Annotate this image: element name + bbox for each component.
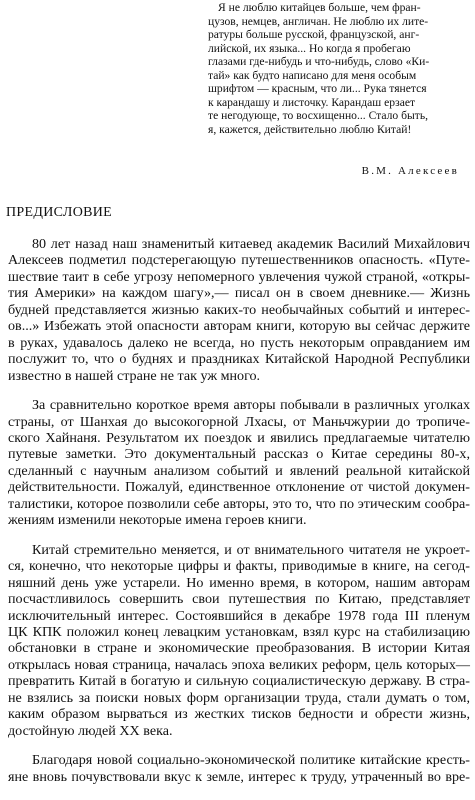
text-line: няшний день уже устарели. Но именно время, в котором, нашим авторам	[8, 574, 470, 591]
text-line: обстановки в стране и экономические преобразования. В истории Китая	[8, 640, 470, 657]
text-line: шествие таит в себе угрозу непомерного увлечения чужой страной, «откры-	[8, 268, 470, 285]
epigraph-line: я, кажется, действительно люблю Китай!	[208, 122, 412, 136]
paragraph	[8, 542, 470, 739]
text-line: 80 лет назад наш знаменитый китаевед академик Василий Михайлович	[32, 236, 470, 252]
text-line: не взялись за поиски новых форм организации труда, стали думать о том,	[8, 689, 470, 706]
text-line: Китай стремительно меняется, и от внимательного читателя не укроет-	[32, 541, 470, 558]
text-line: ов...» Избежать этой опасности авторам книги, которую вы сейчас держите	[8, 318, 470, 335]
text-line: известно в нашей стране не так уж много.	[8, 367, 261, 384]
epigraph-line: Я не люблю китайцев больше, чем фран-	[218, 1, 421, 14]
text-line: яне вновь почувствовали вкус к земле, интерес к труду, утраченный во вре-	[8, 768, 470, 785]
text-line: посчастливилось совершить свои путешествия по Китаю, представляет	[8, 591, 470, 608]
text-line: исключительный интерес. Состоявшийся в декабре 1978 года III пленум	[8, 607, 470, 624]
paragraph	[8, 236, 470, 384]
text-line: ЦК КПК положил конец левацким установкам, взял курс на стабилизацию	[8, 623, 470, 640]
text-line: превратить Китай в богатую и сильную социалистическую державу. В стра-	[8, 673, 470, 690]
epigraph-author: В.М. Алексеев	[361, 165, 459, 177]
epigraph-line: глазами где-нибудь и что-нибудь, слово «Ки-	[208, 55, 430, 68]
epigraph-line: тай» как будто написано для меня особым	[208, 68, 417, 82]
text-line: жениям изменили некоторые имена героев книги.	[8, 512, 307, 529]
text-line: Благодаря новой социально-экономической политике китайские кресть-	[32, 752, 470, 769]
epigraph-line: цузов, немцев, англичан. Не люблю их лите-	[208, 14, 429, 28]
text-line: путевые заметки. Это документальный рассказ о Китае середины 80-х,	[8, 446, 470, 463]
text-line: каким образом вырваться из жестких тисков бедности и обрести жизнь,	[8, 706, 470, 723]
epigraph-line: те негодующе, то восхищенно... Стало быть,	[208, 109, 429, 122]
text-line: За сравнительно короткое время авторы побывали в различных уголках	[32, 397, 470, 414]
text-line: сделанный с научным анализом событий и явлений реальной китайской	[8, 462, 470, 479]
text-line: Алексеев подметил подстерегающую путешественников опасность. «Путе-	[8, 252, 470, 269]
text-line: страны, от Шанхая до высокогорной Лхасы, от Маньчжурии до тропиче-	[8, 413, 470, 430]
text-line: действительности. Пожалуй, единственное отклонение от чистой докумен-	[8, 479, 470, 496]
text-line: тия Америки» на каждом шагу»,— писал он в своем дневнике.— Жизнь	[8, 285, 470, 302]
paragraph	[8, 397, 470, 529]
text-line: достойную людей XX века.	[8, 722, 173, 739]
text-line: будней представляется жизнью каких-то необычайных событий и интерес-	[8, 301, 470, 318]
epigraph	[208, 1, 470, 136]
epigraph-line: шрифтом — красным, что ли... Рука тянется	[208, 82, 427, 95]
epigraph-line: ратуры больше русской, французской, анг-	[208, 28, 420, 41]
epigraph-line: к карандашу и листочку. Карандаш ерзает	[208, 95, 416, 109]
text-line: ского Хайнаня. Результатом их поездок и явились предлагаемые читателю	[8, 429, 470, 446]
text-line: открылась новая страница, началась эпоха великих реформ, цель которых—	[8, 656, 470, 673]
text-line: в руках, удавалось далеко не всегда, но пусть некоторым оправданием им	[8, 334, 470, 351]
section-heading: ПРЕДИСЛОВИЕ	[6, 205, 113, 220]
epigraph-line: лийской, их языка... Но когда я пробегаю	[208, 41, 411, 55]
paragraph	[8, 752, 470, 785]
text-line: ся, конечно, что некоторые цифры и факты, приводимые в книге, на сегод-	[8, 558, 470, 575]
text-line: послужит то, что о буднях и праздниках Китайской Народной Республики	[8, 351, 470, 368]
body-text	[8, 236, 470, 798]
text-line: талистики, которое позволили себе авторы, это то, что по этическим сообра-	[8, 495, 470, 512]
